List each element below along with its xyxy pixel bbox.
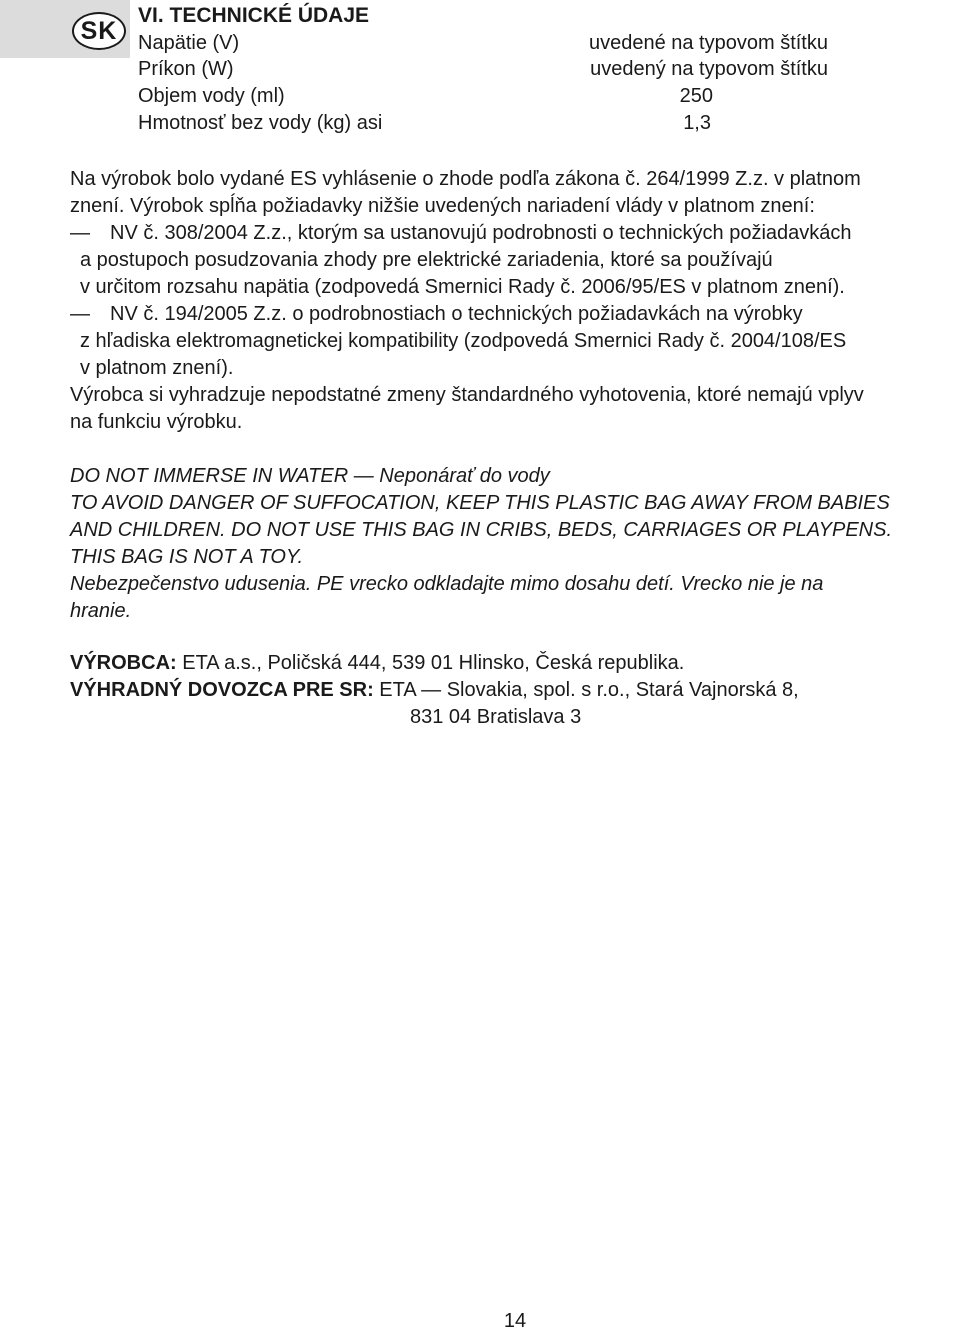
spec-value: uvedené na typovom štítku <box>588 32 828 54</box>
warning-line: hranie. <box>70 600 132 622</box>
declaration-paragraph <box>70 166 950 220</box>
warning-line: DO NOT IMMERSE IN WATER — Neponárať do vody <box>70 465 550 487</box>
warning-block <box>70 463 955 625</box>
spec-label: Hmotnosť bez vody (kg) asi <box>138 112 383 134</box>
changes-note <box>70 382 950 436</box>
dash-marker: — <box>70 222 90 244</box>
regulation-line: a postupoch posudzovania zhody pre elektrické zariadenia, ktoré sa používajú <box>80 249 773 271</box>
manufacturer-line <box>70 650 950 677</box>
spec-label: Príkon (W) <box>138 58 234 80</box>
regulation-line: NV č. 308/2004 Z.z., ktorým sa ustanovujú podrobnosti o technických požiadavkách <box>110 222 852 244</box>
spec-row-weight <box>138 112 838 138</box>
spec-row-volume <box>138 85 838 111</box>
manufacturer-label: VÝROBCA: <box>70 652 177 674</box>
dash-marker: — <box>70 303 90 325</box>
section-title: VI. TECHNICKÉ ÚDAJE <box>138 4 370 27</box>
spec-label: Objem vody (ml) <box>138 85 285 107</box>
importer-line <box>70 677 950 704</box>
spec-value: uvedený na typovom štítku <box>590 58 828 80</box>
declaration-line: znení. Výrobok spĺňa požiadavky nižšie uvedených nariadení vlády v platnom znení: <box>70 195 815 217</box>
warning-line: AND CHILDREN. DO NOT USE THIS BAG IN CRIBS, BEDS, CARRIAGES OR PLAYPENS. <box>70 519 893 541</box>
spec-label: Napätie (V) <box>138 32 240 54</box>
regulation-line: v určitom rozsahu napätia (zodpovedá Smernici Rady č. 2006/95/ES v platnom znení). <box>80 276 845 298</box>
importer-text: ETA — Slovakia, spol. s r.o., Stará Vajnorská 8, <box>373 679 799 701</box>
importer-label: VÝHRADNÝ DOVOZCA PRE SR: <box>70 679 374 701</box>
spec-row-power <box>138 58 838 84</box>
spec-row-voltage <box>138 32 838 58</box>
changes-line: Výrobca si vyhradzuje nepodstatné zmeny štandardného vyhotovenia, ktoré nemajú vplyv <box>70 384 864 406</box>
importer-address-line: 831 04 Bratislava 3 <box>410 706 582 728</box>
manufacturer-text: ETA a.s., Poličská 444, 539 01 Hlinsko, Česká republika. <box>176 652 685 674</box>
regulation-line: z hľadiska elektromagnetickej kompatibility (zodpovedá Smernici Rady č. 2004/108/ES <box>80 330 847 352</box>
page-number: 14 <box>503 1310 527 1332</box>
regulation-line: v platnom znení). <box>80 357 234 379</box>
warning-line: TO AVOID DANGER OF SUFFOCATION, KEEP THIS PLASTIC BAG AWAY FROM BABIES <box>70 492 890 514</box>
spec-value: 1,3 <box>683 112 711 134</box>
spec-value: 250 <box>679 85 713 107</box>
warning-line: Nebezpečenstvo udusenia. PE vrecko odkladajte mimo dosahu detí. Vrecko nie je na <box>70 573 824 595</box>
regulation-line: NV č. 194/2005 Z.z. o podrobnostiach o technických požiadavkách na výrobky <box>110 303 803 325</box>
language-badge: SK <box>72 12 126 50</box>
changes-line: na funkciu výrobku. <box>70 411 243 433</box>
declaration-line: Na výrobok bolo vydané ES vyhlásenie o zhode podľa zákona č. 264/1999 Z.z. v platnom <box>70 168 861 190</box>
warning-line: THIS BAG IS NOT A TOY. <box>70 546 304 568</box>
